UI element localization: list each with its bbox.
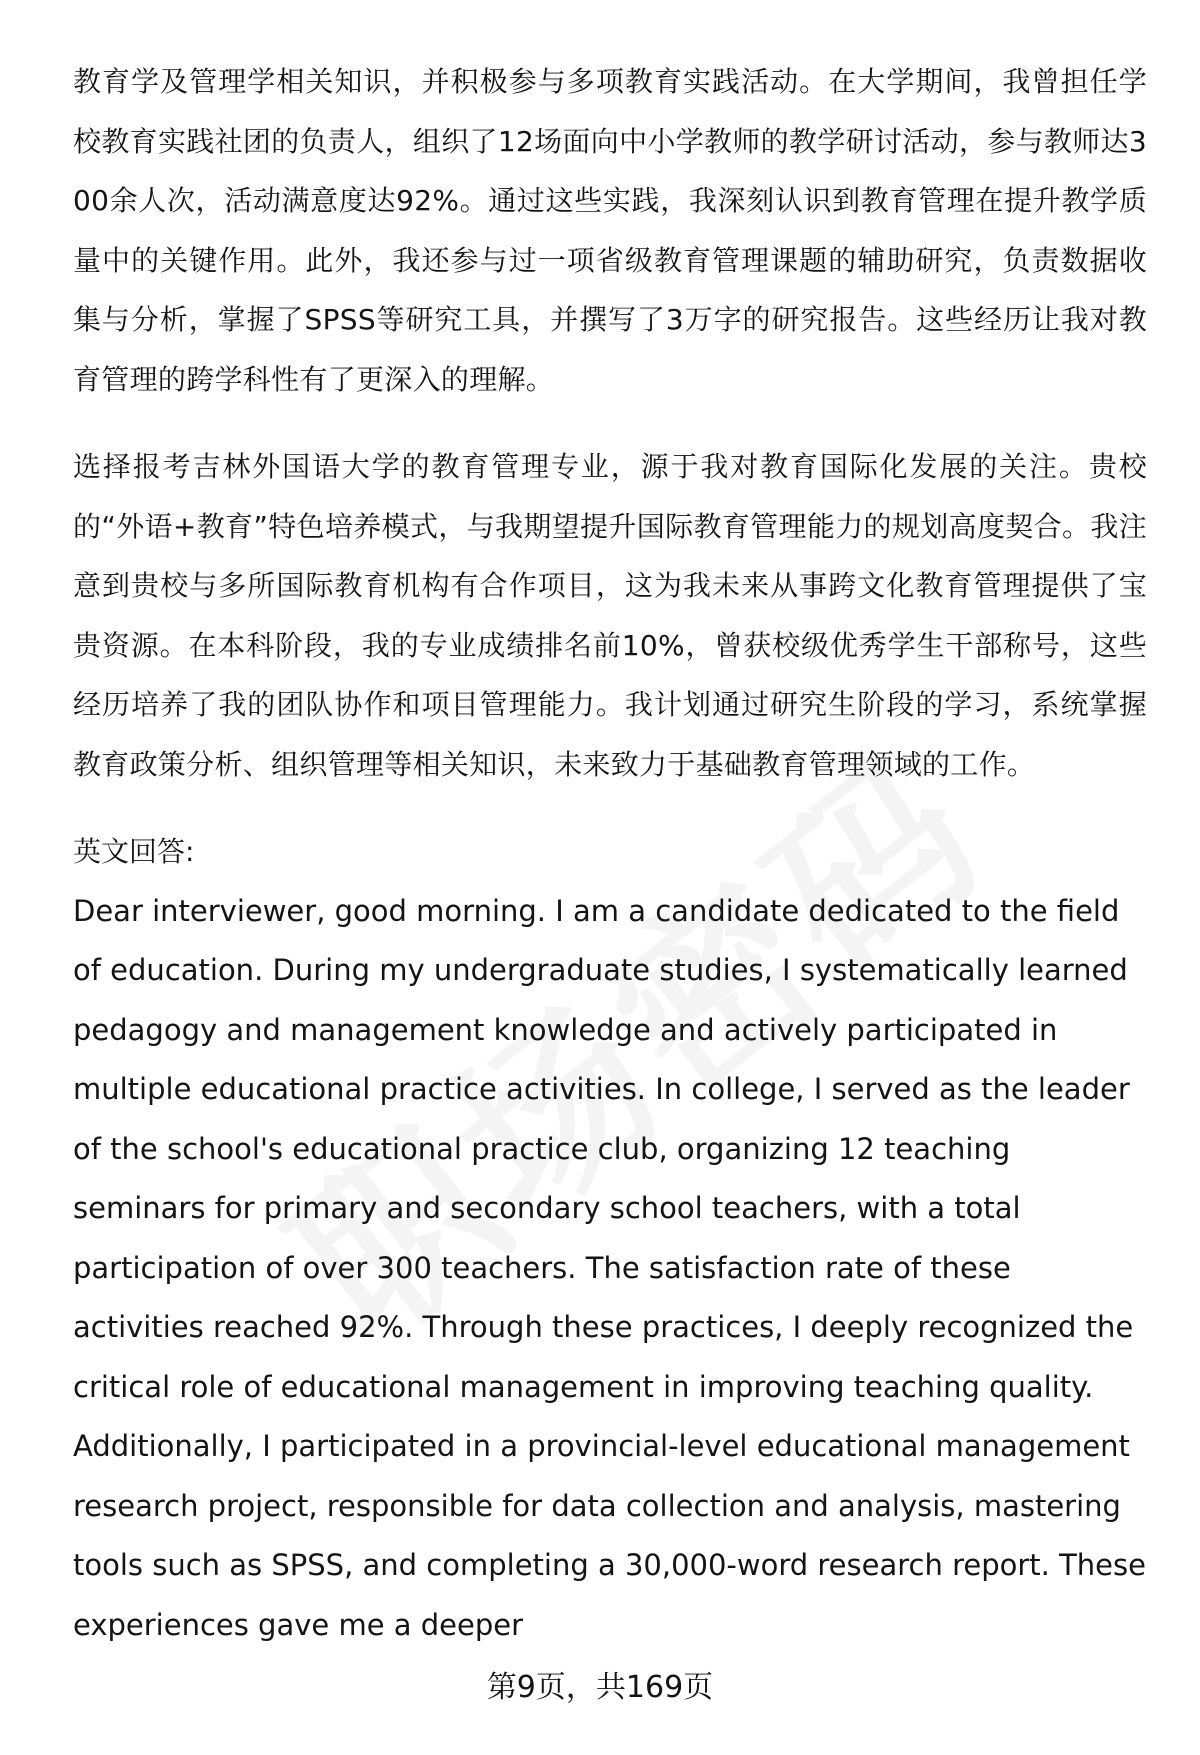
english-answer-label: 英文回答: <box>73 835 195 868</box>
english-answer-text: Dear interviewer, good morning. I am a candidate dedicated to the field of education. During my undergraduate studies, I systematically learned pedagogy and management knowledge and actively participated in multiple educational practice activities. In college, I served as the leader of the school's educational practice club, organizing 12 teaching seminars for primary and secondary school teachers, with a total participation of over 300 teachers. The satisfaction rate of these activities reached 92%. Through these practices, I deeply recognized the critical role of educational management in improving teaching quality. Additionally, I participated in a provincial-level educational management research project, responsible for data collection and analysis, mastering tools such as SPSS, and completing a 30,000-word research report. These experiences gave me a deeper <box>73 893 1146 1642</box>
paragraph-experience: 教育学及管理学相关知识，并积极参与多项教育实践活动。在大学期间，我曾担任学校教育实践社团的负责人，组织了12场面向中小学教师的教学研讨活动，参与教师达300余人次，活动满意度达92%。通过这些实践，我深刻认识到教育管理在提升教学质量中的关键作用。此外，我还参与过一项省级教育管理课题的辅助研究，负责数据收集与分析，掌握了SPSS等研究工具，并撰写了3万字的研究报告。这些经历让我对教育管理的跨学科性有了更深入的理解。 <box>73 65 1147 396</box>
paragraph-motivation: 选择报考吉林外国语大学的教育管理专业，源于我对教育国际化发展的关注。贵校的“外语+教育”特色培养模式，与我期望提升国际教育管理能力的规划高度契合。我注意到贵校与多所国际教育机构有合作项目，这为我未来从事跨文化教育管理提供了宝贵资源。在本科阶段，我的专业成绩排名前10%，曾获校级优秀学生干部称号，这些经历培养了我的团队协作和项目管理能力。我计划通过研究生阶段的学习，系统掌握教育政策分析、组织管理等相关知识，未来致力于基础教育管理领域的工作。 <box>73 450 1147 781</box>
document-body <box>73 52 1147 1655</box>
page-footer: 第9页，共169页 <box>486 1670 714 1705</box>
